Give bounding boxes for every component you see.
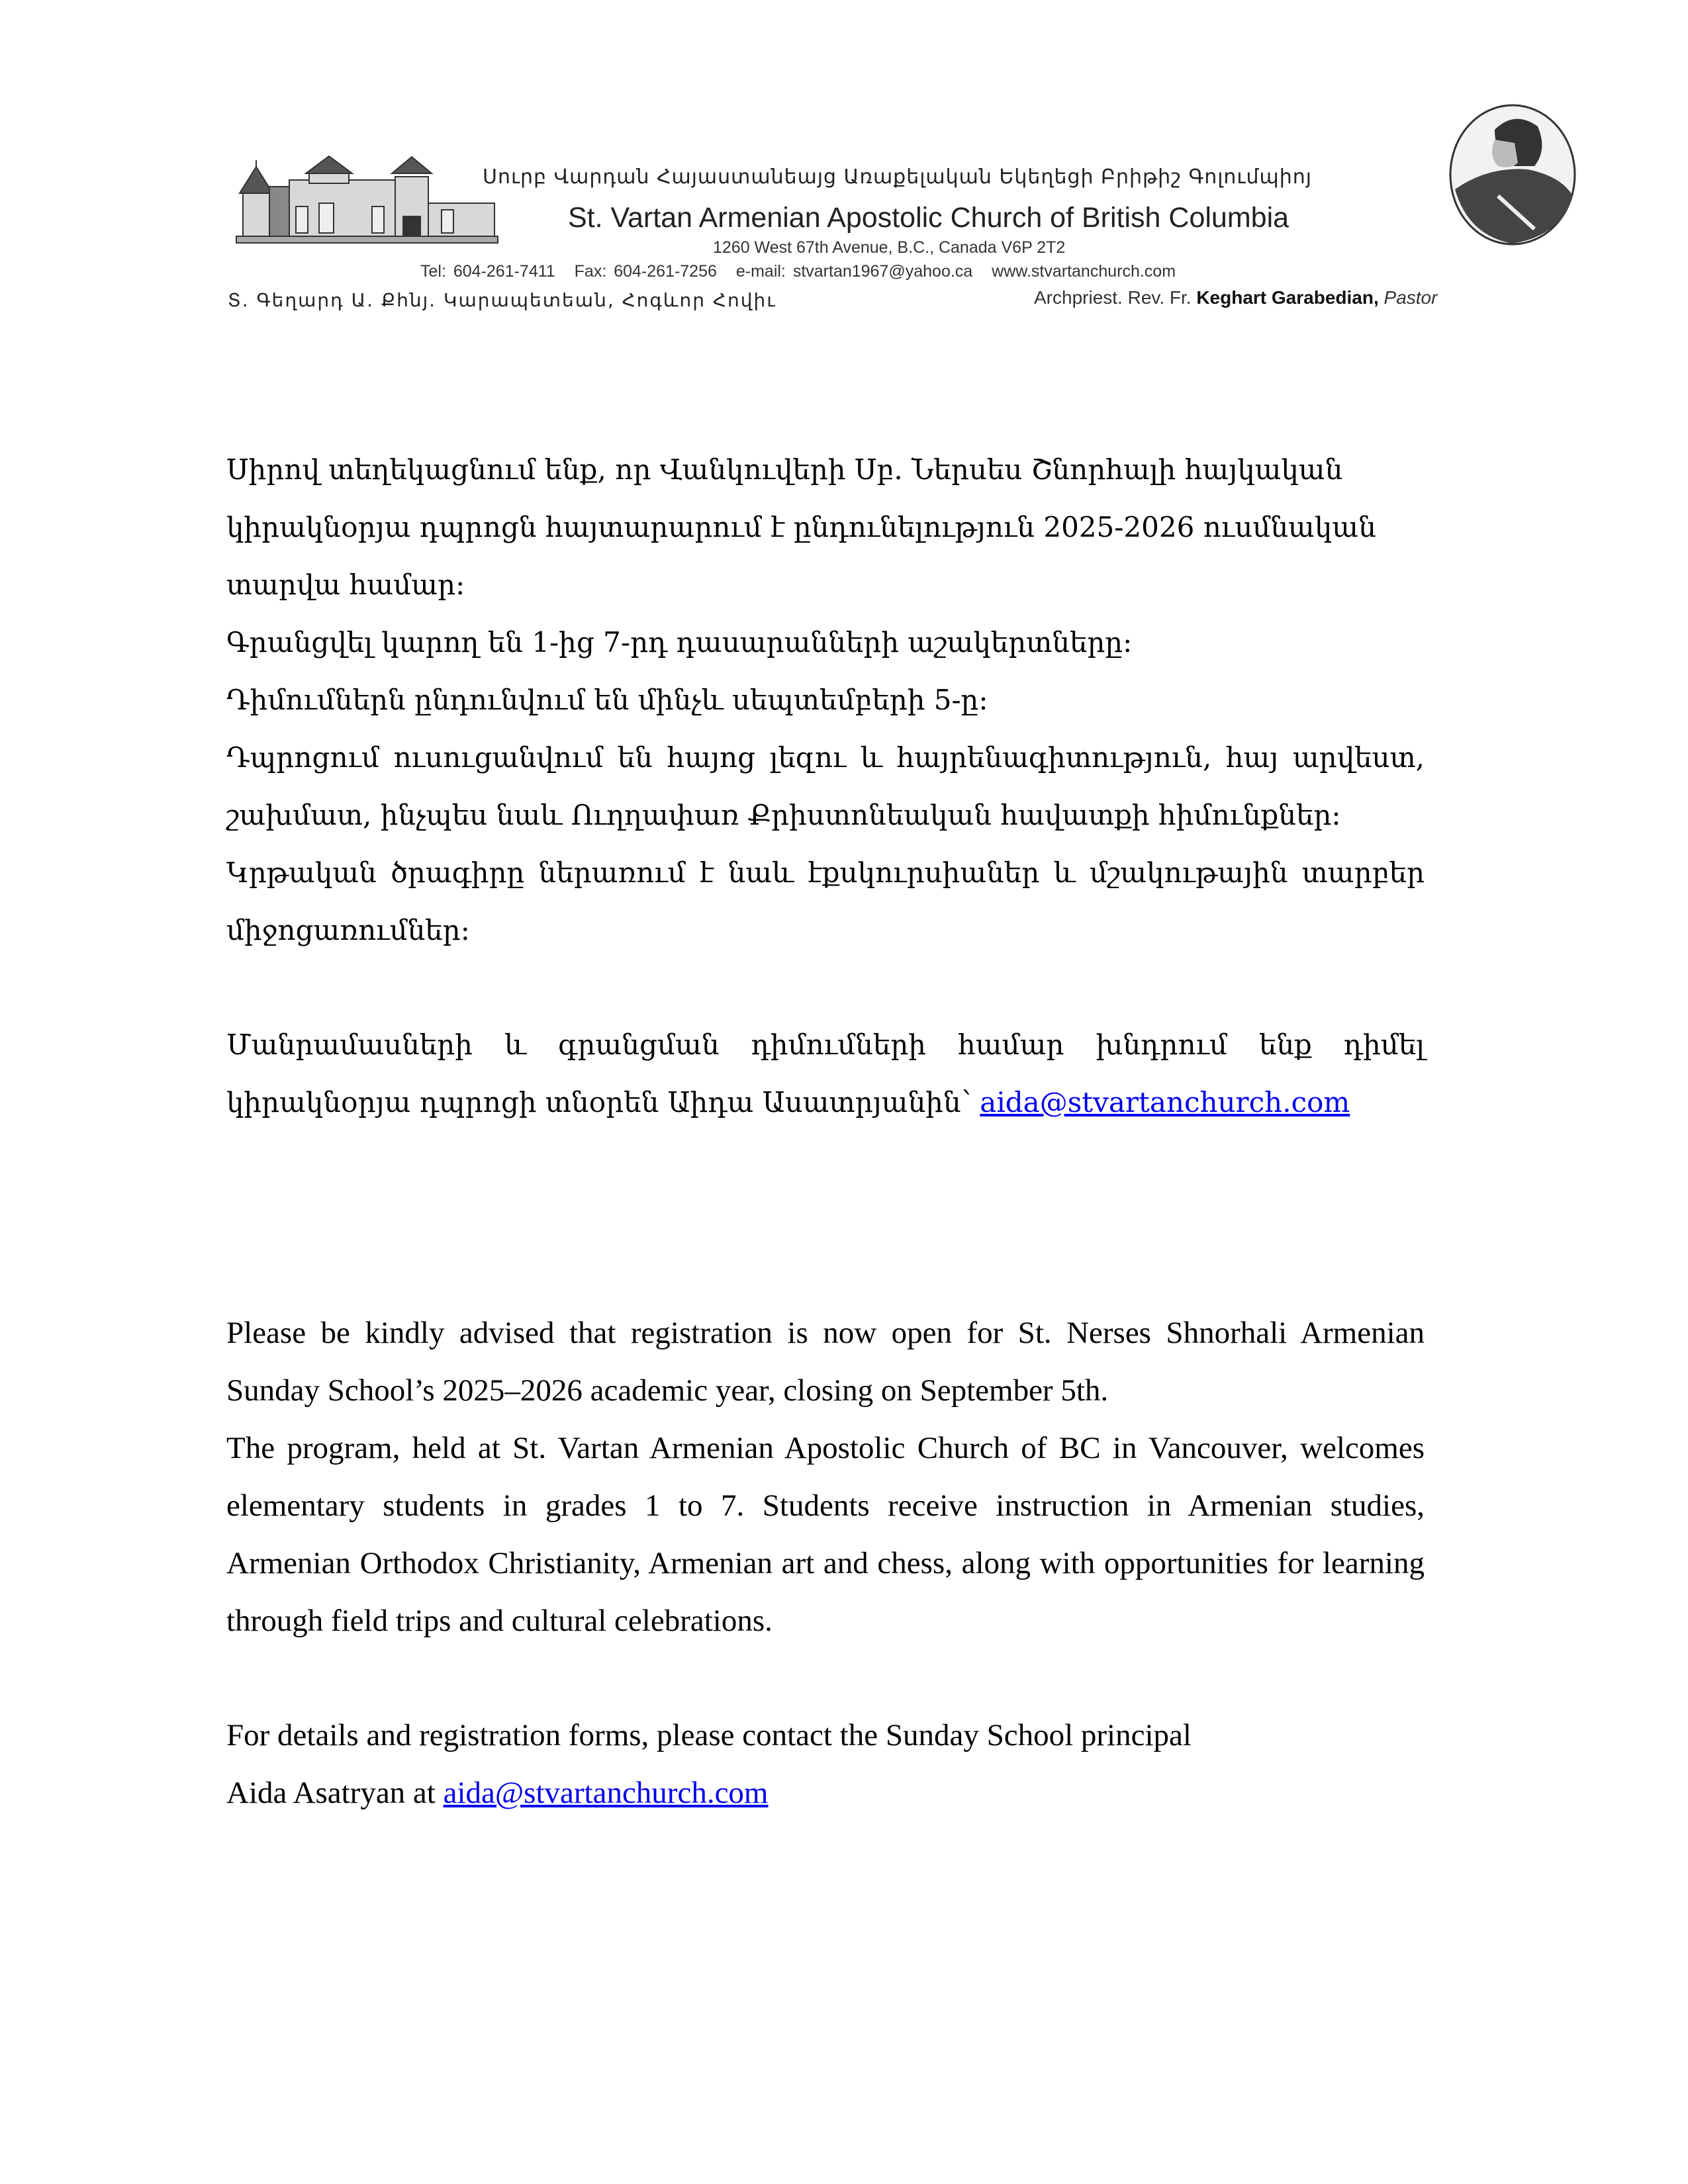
letterhead-title: St. Vartan Armenian Apostolic Church of British Columbia <box>568 202 1289 234</box>
letterhead-fax: Fax: 604-261-7256 <box>574 262 717 281</box>
english-contact-line-1: For details and registration forms, please contact the Sunday School principal <box>226 1718 1192 1752</box>
letterhead-contact <box>420 262 1188 281</box>
english-contact-line-2: Aida Asatryan at <box>226 1776 436 1810</box>
armenian-contact-text: Մանրամասների և գրանցման դիմումների համար խնդրում ենք դիմել կիրակնօրյա դպրոցի տնօրեն Աիդա Ասատրյանին՝ <box>226 1028 1425 1118</box>
letterhead-website: www.stvartanchurch.com <box>992 262 1176 281</box>
letterhead-address: 1260 West 67th Avenue, B.C., Canada V6P 2T2 <box>713 238 1066 257</box>
pastor-prefix: Archpriest. Rev. Fr. <box>1034 287 1192 308</box>
english-paragraph-2: The program, held at St. Vartan Armenian Apostolic Church of BC in Vancouver, welcomes elementary students in grades 1 to 7. Students receive instruction in Armenian studies, Armenian Orthodox Christianity, Armenian art and chess, along with opportunities for learning through field trips and cultural celebrations. <box>226 1431 1425 1638</box>
letterhead-email: e-mail: stvartan1967@yahoo.ca <box>735 262 973 281</box>
pastor-name: Keghart Garabedian, <box>1196 287 1379 308</box>
armenian-announcement <box>226 441 1425 959</box>
english-contact-email-link[interactable]: aida@stvartanchurch.com <box>443 1776 769 1810</box>
armenian-contact <box>226 1016 1425 1131</box>
letterhead-armenian-name: Սուրբ Վարդան Հայաստանեայց Առաքելական Եկեղեցի Բրիթիշ Գոլումպիոյ <box>483 165 1312 189</box>
english-contact <box>226 1707 1425 1822</box>
english-paragraph-1: Please be kindly advised that registration is now open for St. Nerses Shnorhali Armenian Sunday School’s 2025–2026 academic year, closing on September 5th. <box>226 1316 1425 1408</box>
armenian-contact-email-link[interactable]: aida@stvartanchurch.com <box>980 1086 1350 1118</box>
armenian-paragraph: Սիրով տեղեկացնում ենք, որ Վանկուվերի Սբ. Ներսես Շնորհալի հայկական կիրակնօրյա դպրոցն հայտարարում է ընդունելություն 2025-2026 ուսմնական տարվա համար: <box>226 453 1376 601</box>
church-building-logo <box>230 154 501 248</box>
armenian-paragraph: Դիմումներն ընդունվում են մինչև սեպտեմբերի 5-ը: <box>226 684 988 716</box>
letterhead-tel: Tel: 604-261-7411 <box>420 262 555 281</box>
letterhead-armenian-pastor: Տ. Գեղարդ Ա. Քհնյ. Կարապետեան, Հոգևոր Հովիւ <box>228 289 776 311</box>
letterhead <box>0 0 1688 331</box>
armenian-paragraph: Կրթական ծրագիրը ներառում է նաև էքսկուրսիաներ և մշակութային տարբեր միջոցառումներ: <box>226 856 1425 946</box>
saint-vartan-portrait <box>1448 103 1577 246</box>
armenian-paragraph: Դպրոցում ուսուցանվում են հայոց լեզու և հայրենագիտություն, հայ արվեստ, շախմատ, ինչպես նաև Ուղղափառ Քրիստոնեական հավատքի հիմունքներ: <box>226 741 1425 831</box>
armenian-paragraph: Գրանցվել կարող են 1-ից 7-րդ դասարանների աշակերտները: <box>226 626 1133 659</box>
pastor-role: Pastor <box>1383 287 1438 308</box>
letterhead-pastor <box>1034 287 1437 308</box>
english-announcement <box>226 1304 1425 1650</box>
